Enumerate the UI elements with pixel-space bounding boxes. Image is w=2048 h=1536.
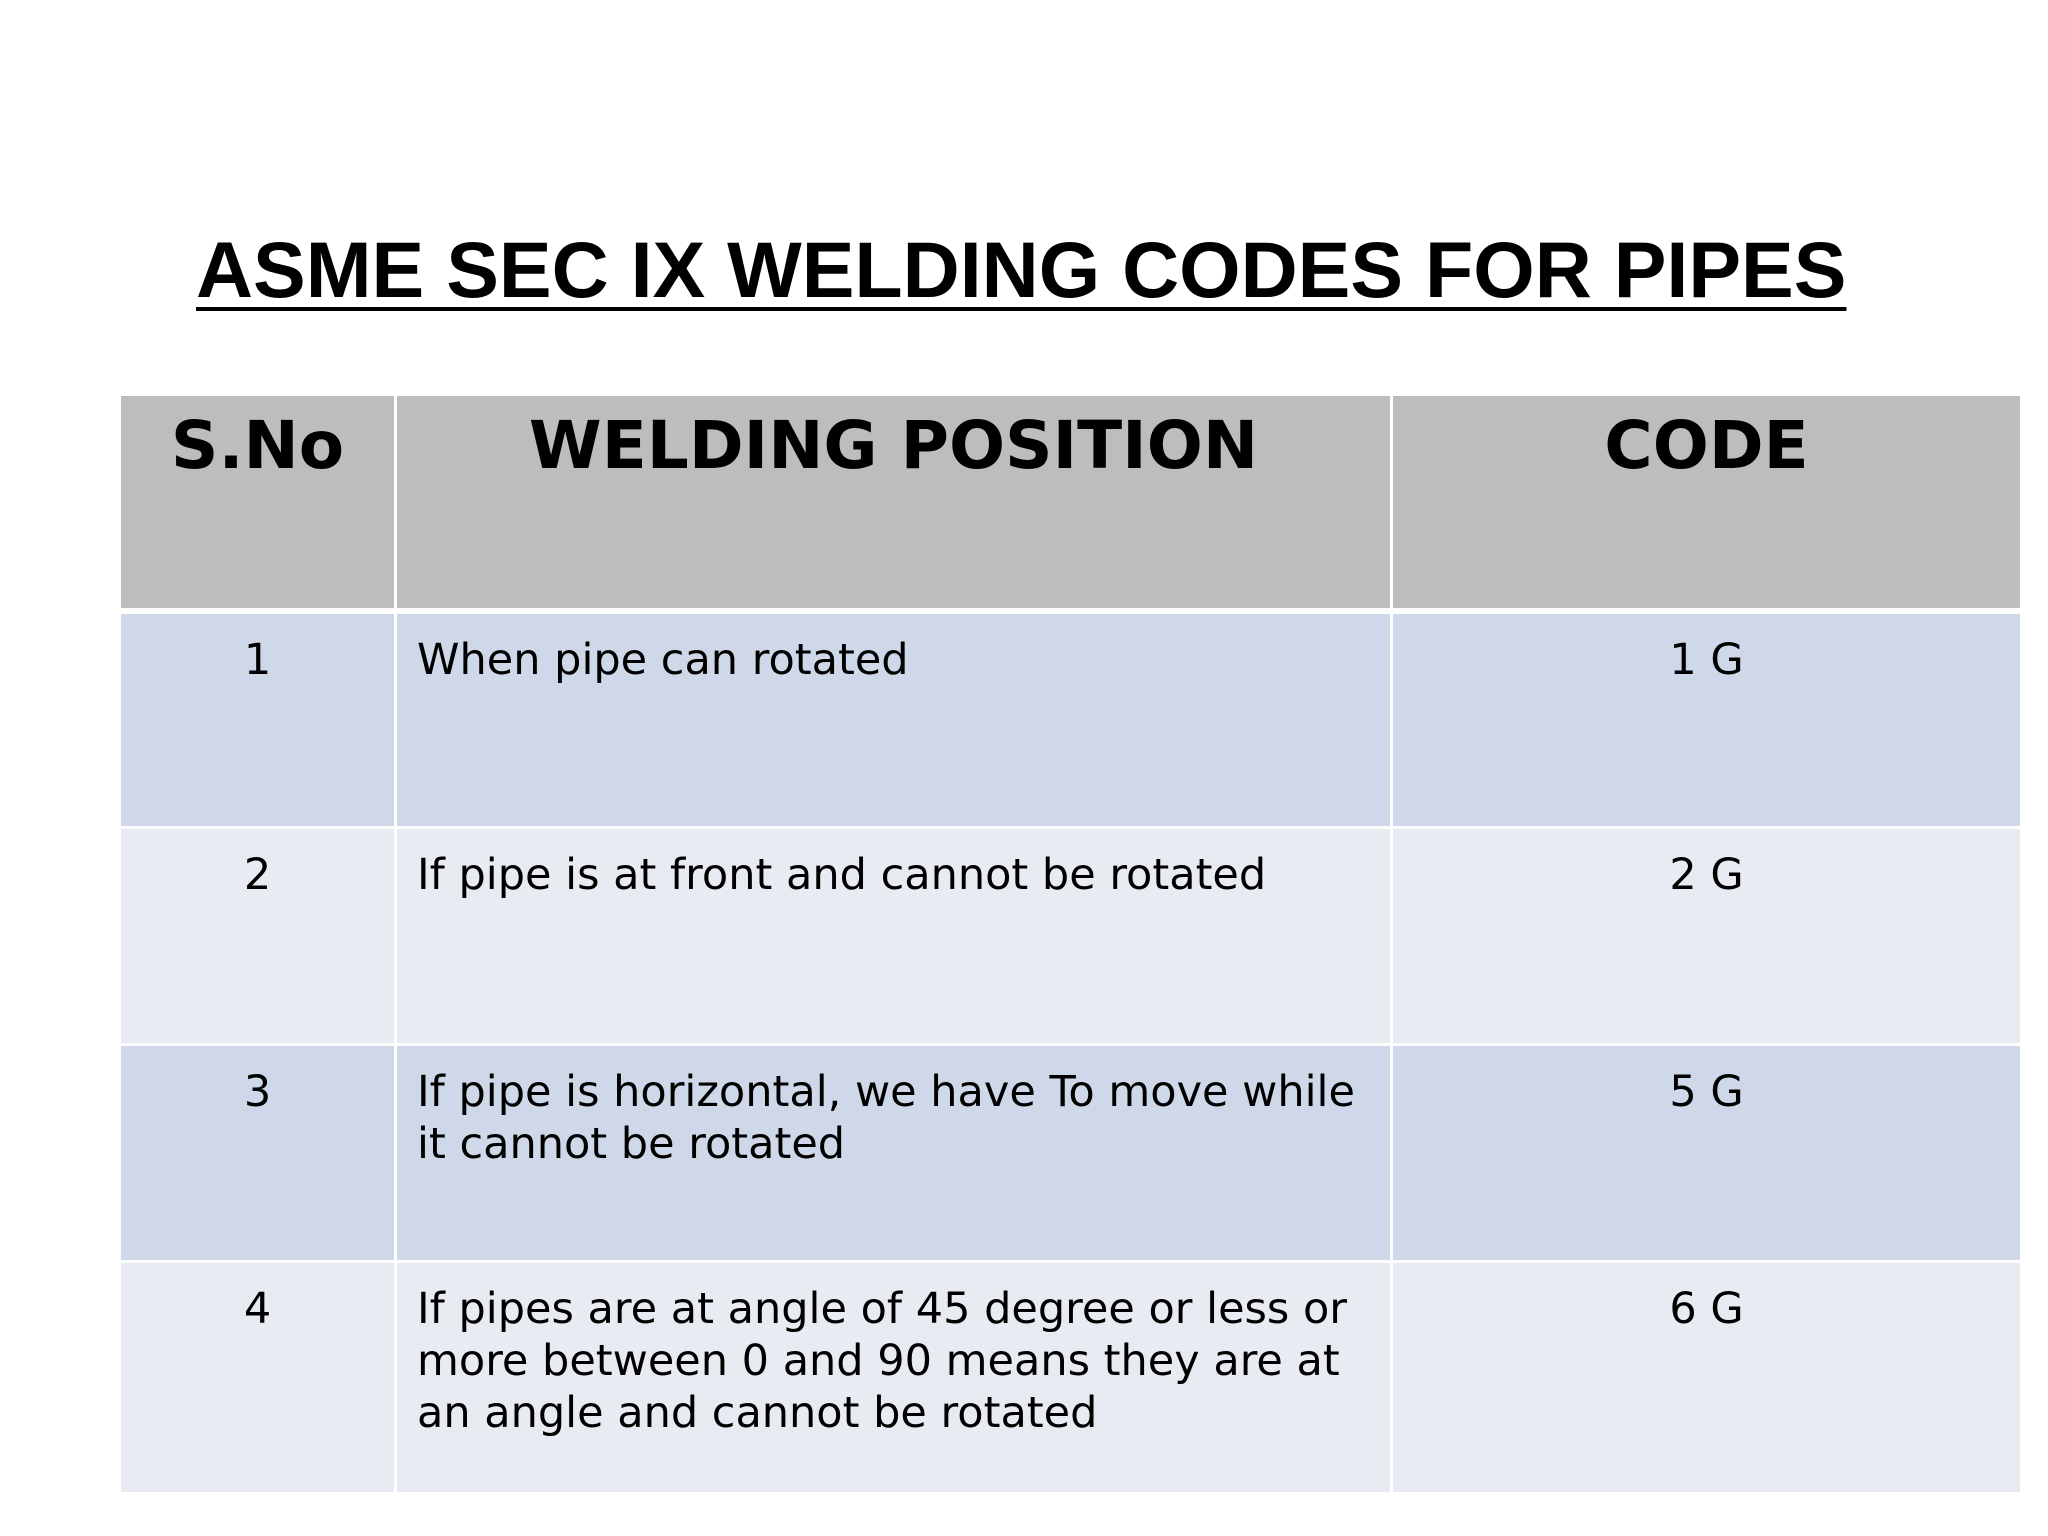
table-row [120, 1045, 2022, 1262]
table-row [120, 611, 2022, 828]
slide-title [196, 222, 1896, 318]
cell-code: 1 G [1392, 611, 2022, 828]
header-row [120, 395, 2022, 611]
cell-welding-position: If pipes are at angle of 45 degree or less or more between 0 and 90 means they are at an angle and cannot be rotated [396, 1262, 1392, 1494]
cell-code: 6 G [1392, 1262, 2022, 1494]
table-header [120, 395, 2022, 611]
table-row [120, 1262, 2022, 1494]
header-sno: S.No [120, 395, 396, 611]
cell-sno: 2 [120, 828, 396, 1045]
cell-sno: 3 [120, 1045, 396, 1262]
welding-codes-table [118, 393, 2023, 1495]
cell-sno: 1 [120, 611, 396, 828]
cell-code: 2 G [1392, 828, 2022, 1045]
header-code: CODE [1392, 395, 2022, 611]
cell-welding-position: When pipe can rotated [396, 611, 1392, 828]
table-body [120, 611, 2022, 1494]
table-row [120, 828, 2022, 1045]
header-welding-position: WELDING POSITION [396, 395, 1392, 611]
cell-welding-position: If pipe is horizontal, we have To move while it cannot be rotated [396, 1045, 1392, 1262]
slide-title-text: ASME SEC IX WELDING CODES FOR PIPES [196, 225, 1847, 314]
cell-sno: 4 [120, 1262, 396, 1494]
cell-welding-position: If pipe is at front and cannot be rotated [396, 828, 1392, 1045]
cell-code: 5 G [1392, 1045, 2022, 1262]
